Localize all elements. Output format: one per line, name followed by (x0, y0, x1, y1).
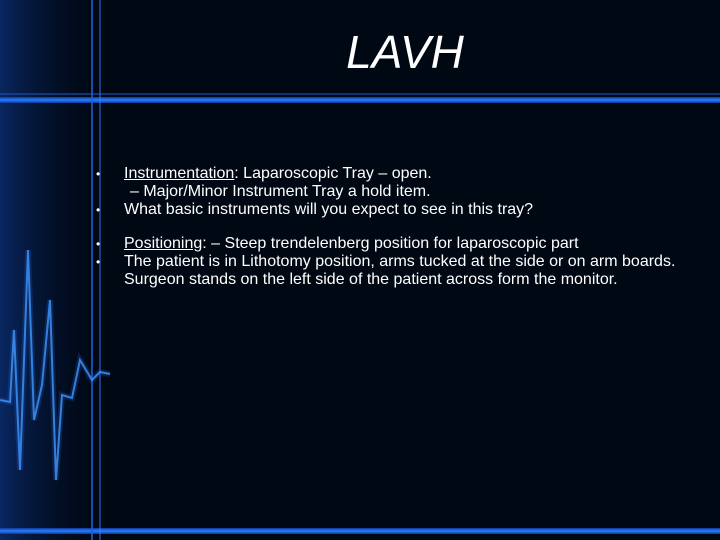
bullet-item (88, 253, 688, 289)
bullet-text: : – Steep trendelenberg position for laparoscopic part (202, 235, 579, 252)
bullet-text: What basic instruments will you expect to see in this tray? (124, 201, 534, 218)
slide-title: LAVH (346, 26, 464, 78)
bullet-dot: • (96, 167, 101, 181)
bullet-text: : Laparoscopic Tray – open. (234, 165, 432, 182)
bullet-dot: • (96, 203, 101, 217)
bullet-heading: Instrumentation (124, 165, 235, 182)
spacer (88, 219, 688, 235)
bullet-heading: Positioning (124, 235, 203, 252)
slide-content (88, 165, 688, 289)
top-band-glow (0, 93, 720, 95)
sub-bullet-item: – Major/Minor Instrument Tray a hold item. (130, 183, 431, 200)
bullet-item (88, 201, 688, 219)
bullet-item (88, 165, 688, 183)
bullet-dot: • (96, 255, 101, 269)
bullet-text: The patient is in Lithotomy position, arms tucked at the side or on arm boards. Surgeon stands on the left side of the patient across form the monitor. (124, 253, 676, 288)
top-band (0, 97, 720, 103)
bottom-band (0, 528, 720, 534)
bullet-dot: • (96, 237, 101, 251)
bullet-item (88, 235, 688, 253)
